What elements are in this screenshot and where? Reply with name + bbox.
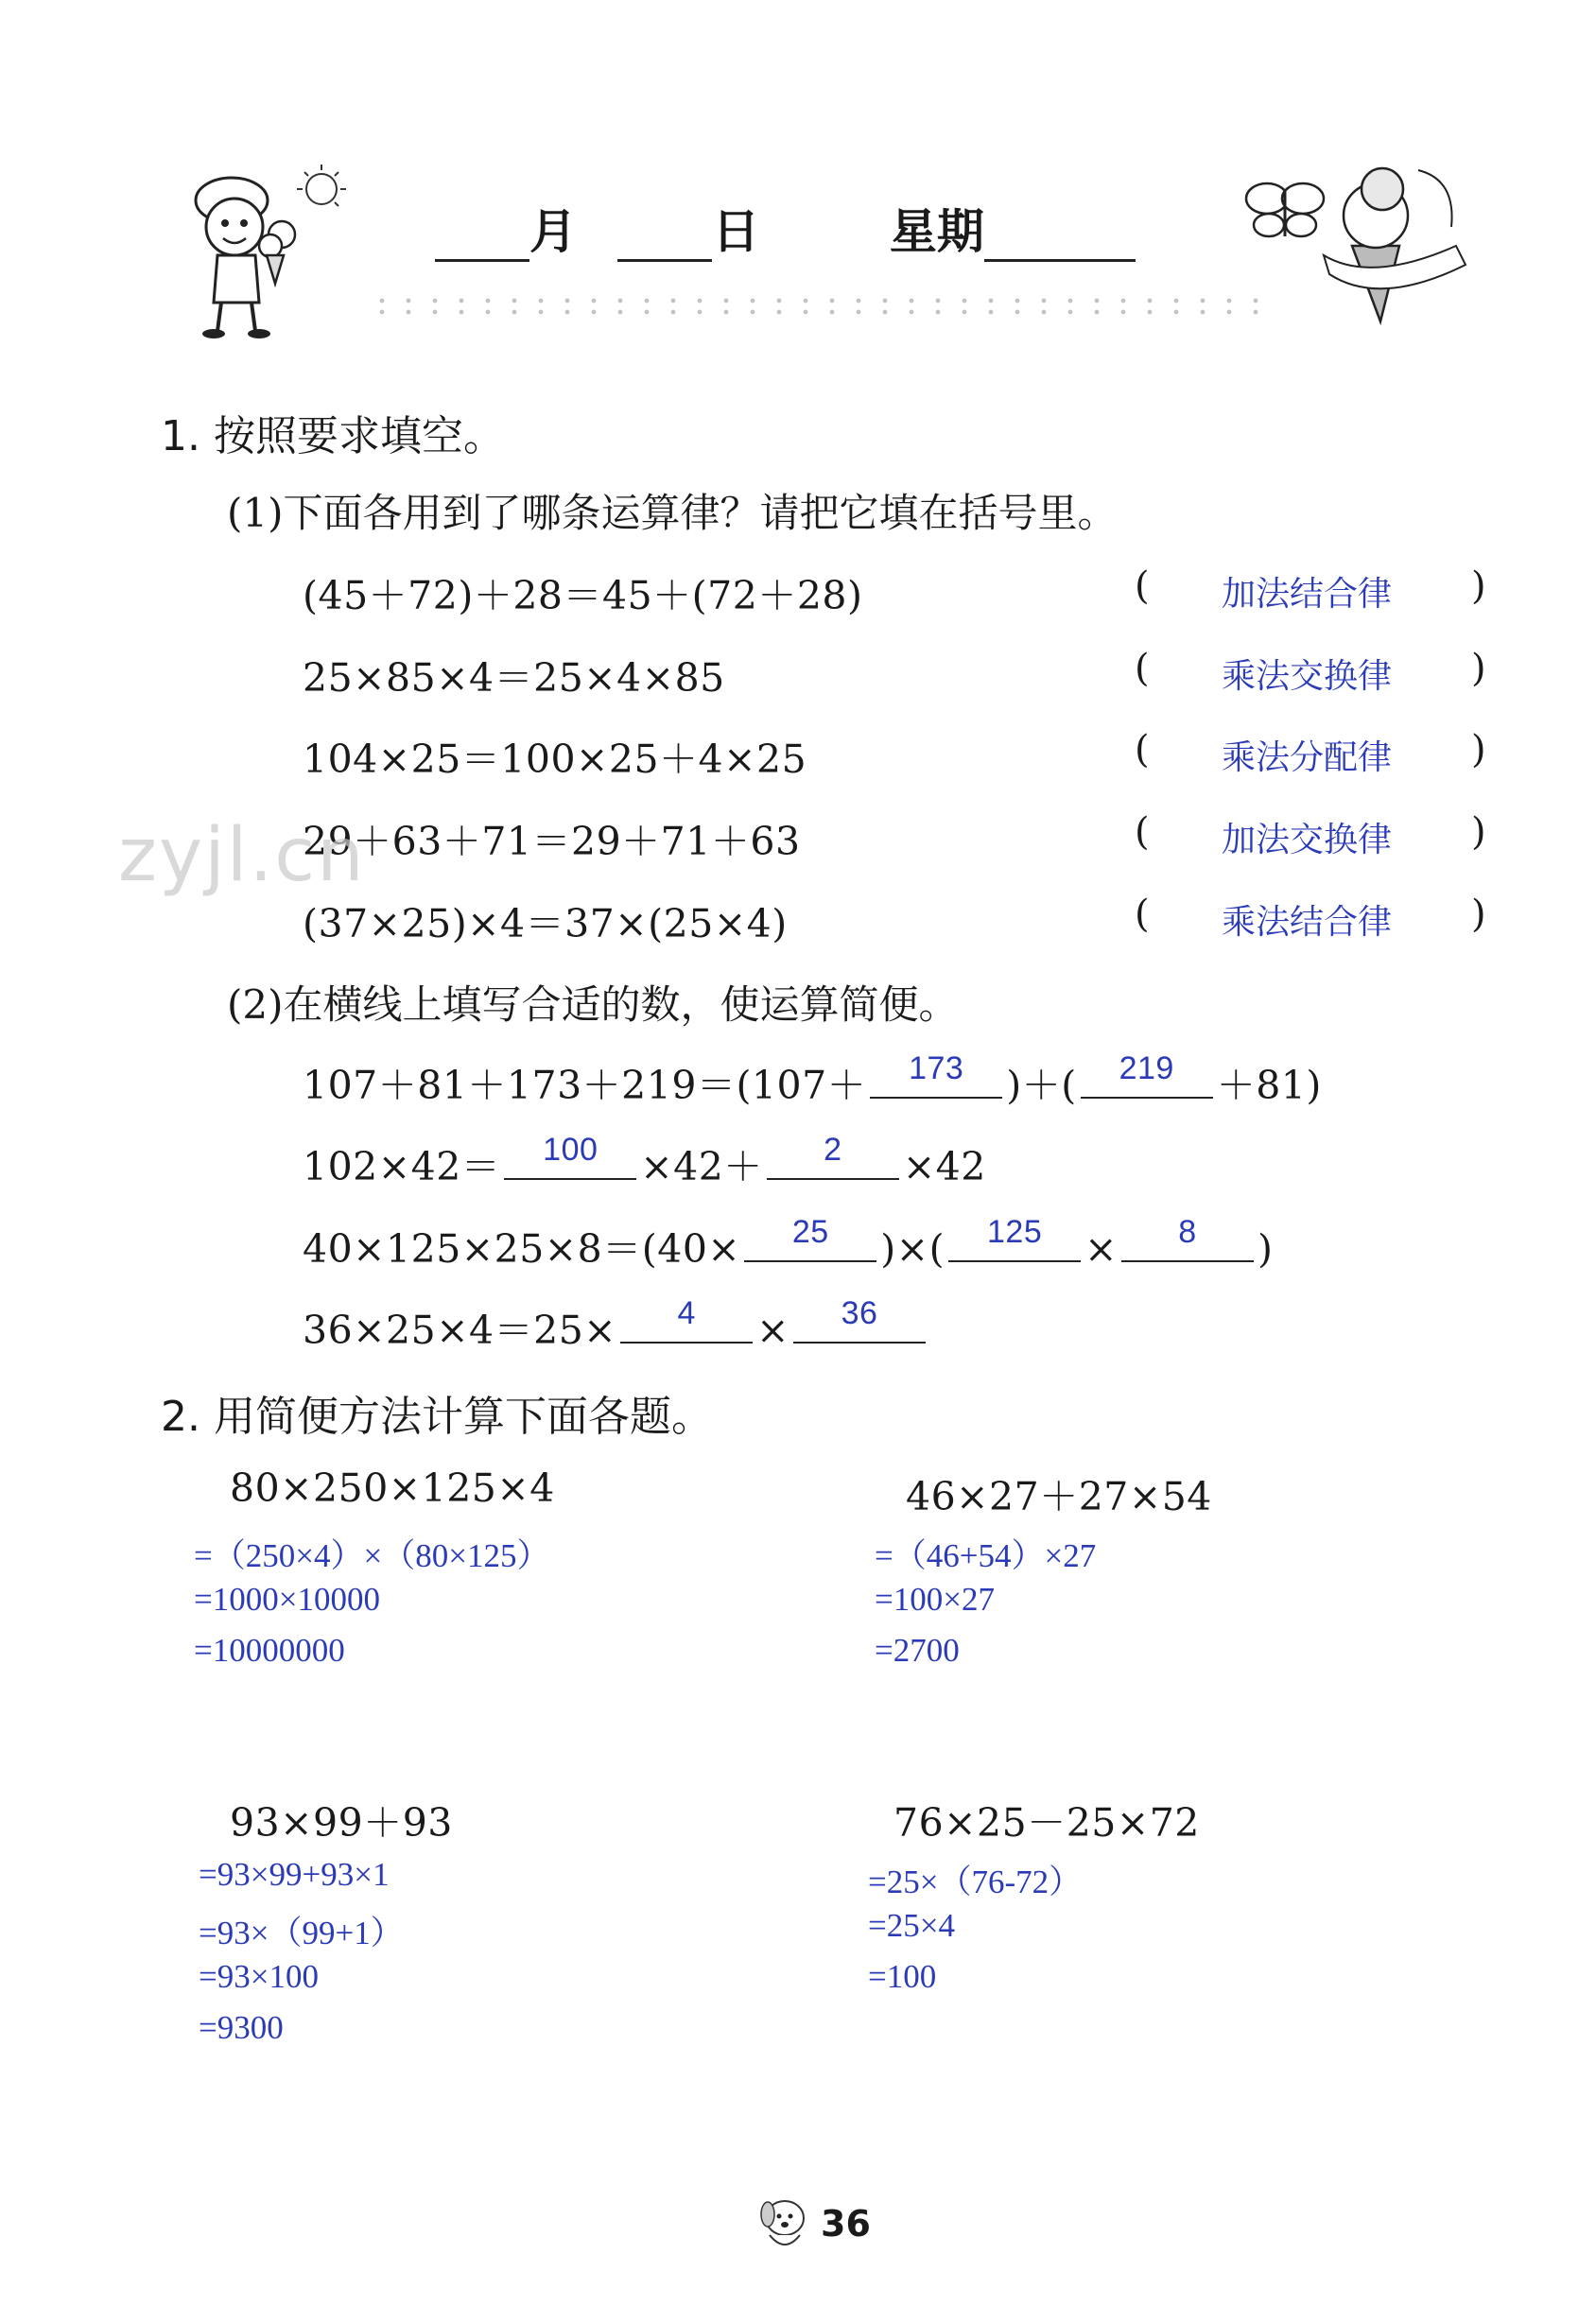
fill-text: )×( xyxy=(880,1226,945,1272)
fill-row-1 xyxy=(303,1050,1322,1110)
page-number: 36 xyxy=(821,2203,871,2245)
fill-blank[interactable] xyxy=(620,1295,753,1344)
fill-row-3 xyxy=(303,1214,1274,1274)
fill-row-4 xyxy=(303,1295,929,1355)
law-expression: (45＋72)＋28＝45＋(72＋28) xyxy=(303,573,863,618)
fill-text: ×42＋ xyxy=(640,1144,763,1189)
law-answer[interactable]: 乘法分配律 xyxy=(1222,738,1393,777)
problem-expression: 80×250×125×4 xyxy=(230,1465,555,1511)
fill-text: 36×25×4＝25× xyxy=(303,1308,617,1353)
date-line xyxy=(435,194,1136,262)
work-step: =25×4 xyxy=(868,1907,955,1944)
month-label: 月 xyxy=(529,204,577,259)
fill-text: × xyxy=(1084,1226,1118,1272)
q1-part2-title: (2)在横线上填写合适的数，使运算简便。 xyxy=(227,981,959,1028)
fill-text: 102×42＝ xyxy=(303,1144,501,1189)
fill-text: )＋( xyxy=(1006,1063,1077,1108)
problem-expression: 76×25－25×72 xyxy=(893,1800,1200,1846)
law-expression: 29＋63＋71＝29＋71＋63 xyxy=(303,819,801,864)
dotted-divider xyxy=(369,295,1267,316)
fill-blank[interactable] xyxy=(504,1132,636,1180)
fill-answer: 100 xyxy=(543,1132,598,1168)
fill-blank[interactable] xyxy=(1081,1050,1213,1099)
close-paren: ) xyxy=(1471,647,1486,690)
open-paren: ( xyxy=(1135,647,1150,690)
fill-blank[interactable] xyxy=(870,1050,1002,1099)
fill-text: ＋81) xyxy=(1216,1063,1322,1108)
law-expression: 104×25＝100×25＋4×25 xyxy=(303,737,807,782)
fill-blank[interactable] xyxy=(948,1214,1081,1262)
fill-answer: 25 xyxy=(791,1214,829,1250)
work-step: =10000000 xyxy=(194,1632,345,1669)
question-1-title: 1. 按照要求填空。 xyxy=(161,412,505,460)
month-blank[interactable] xyxy=(435,217,529,262)
work-step: =93×100 xyxy=(199,1958,319,1995)
work-step: =100×27 xyxy=(875,1581,995,1618)
law-answer[interactable]: 加法结合律 xyxy=(1222,575,1393,614)
fill-answer: 36 xyxy=(841,1295,878,1331)
open-paren: ( xyxy=(1135,810,1150,854)
fill-text: × xyxy=(756,1308,790,1353)
fill-text: 40×125×25×8＝(40× xyxy=(303,1226,741,1272)
day-blank[interactable] xyxy=(617,217,712,262)
work-step: =1000×10000 xyxy=(194,1581,380,1618)
work-step: =9300 xyxy=(199,2009,284,2046)
law-answer[interactable]: 加法交换律 xyxy=(1222,821,1393,859)
problem-expression: 93×99＋93 xyxy=(230,1800,453,1846)
close-paren: ) xyxy=(1471,728,1486,772)
day-label: 日 xyxy=(712,204,760,259)
puppy-icon xyxy=(756,2192,813,2258)
law-expression: (37×25)×4＝37×(25×4) xyxy=(303,901,788,946)
close-paren: ) xyxy=(1471,810,1486,854)
weekday-label: 星期 xyxy=(889,204,984,259)
law-answer[interactable]: 乘法交换律 xyxy=(1222,657,1393,696)
work-step: =100 xyxy=(868,1958,937,1995)
fill-blank[interactable] xyxy=(744,1214,876,1262)
ice-cream-cone-icon xyxy=(1239,142,1484,331)
fill-blank[interactable] xyxy=(793,1295,926,1344)
problem-expression: 46×27＋27×54 xyxy=(906,1474,1212,1519)
close-paren: ) xyxy=(1471,893,1486,936)
fill-blank[interactable] xyxy=(1121,1214,1254,1262)
fill-answer: 173 xyxy=(909,1050,964,1086)
work-step: =93×99+93×1 xyxy=(199,1856,390,1893)
fill-row-2 xyxy=(303,1132,986,1191)
law-expression: 25×85×4＝25×4×85 xyxy=(303,655,725,701)
watermark: zyjl.cn xyxy=(118,813,366,898)
open-paren: ( xyxy=(1135,564,1150,608)
work-step: =（46+54）×27 xyxy=(875,1537,1097,1574)
close-paren: ) xyxy=(1471,564,1486,608)
work-step: =93×（99+1） xyxy=(199,1915,404,1951)
work-step: =25×（76-72） xyxy=(868,1864,1083,1900)
boy-with-ice-cream-icon xyxy=(180,161,369,340)
fill-text: 107＋81＋173＋219＝(107＋ xyxy=(303,1063,867,1108)
question-2-title: 2. 用简便方法计算下面各题。 xyxy=(161,1393,713,1441)
work-step: =（250×4）×（80×125） xyxy=(194,1537,550,1574)
fill-answer: 219 xyxy=(1119,1050,1174,1086)
open-paren: ( xyxy=(1135,728,1150,772)
q1-part1-title: (1)下面各用到了哪条运算律？请把它填在括号里。 xyxy=(227,490,1118,536)
fill-text: ×42 xyxy=(902,1144,986,1189)
weekday-blank[interactable] xyxy=(984,217,1136,262)
fill-blank[interactable] xyxy=(767,1132,899,1180)
work-step: =2700 xyxy=(875,1632,960,1669)
fill-answer: 2 xyxy=(824,1132,842,1168)
fill-text: ) xyxy=(1257,1226,1274,1272)
fill-answer: 8 xyxy=(1178,1214,1197,1250)
fill-answer: 125 xyxy=(987,1214,1043,1250)
open-paren: ( xyxy=(1135,893,1150,936)
fill-answer: 4 xyxy=(677,1295,696,1331)
law-answer[interactable]: 乘法结合律 xyxy=(1222,903,1393,942)
